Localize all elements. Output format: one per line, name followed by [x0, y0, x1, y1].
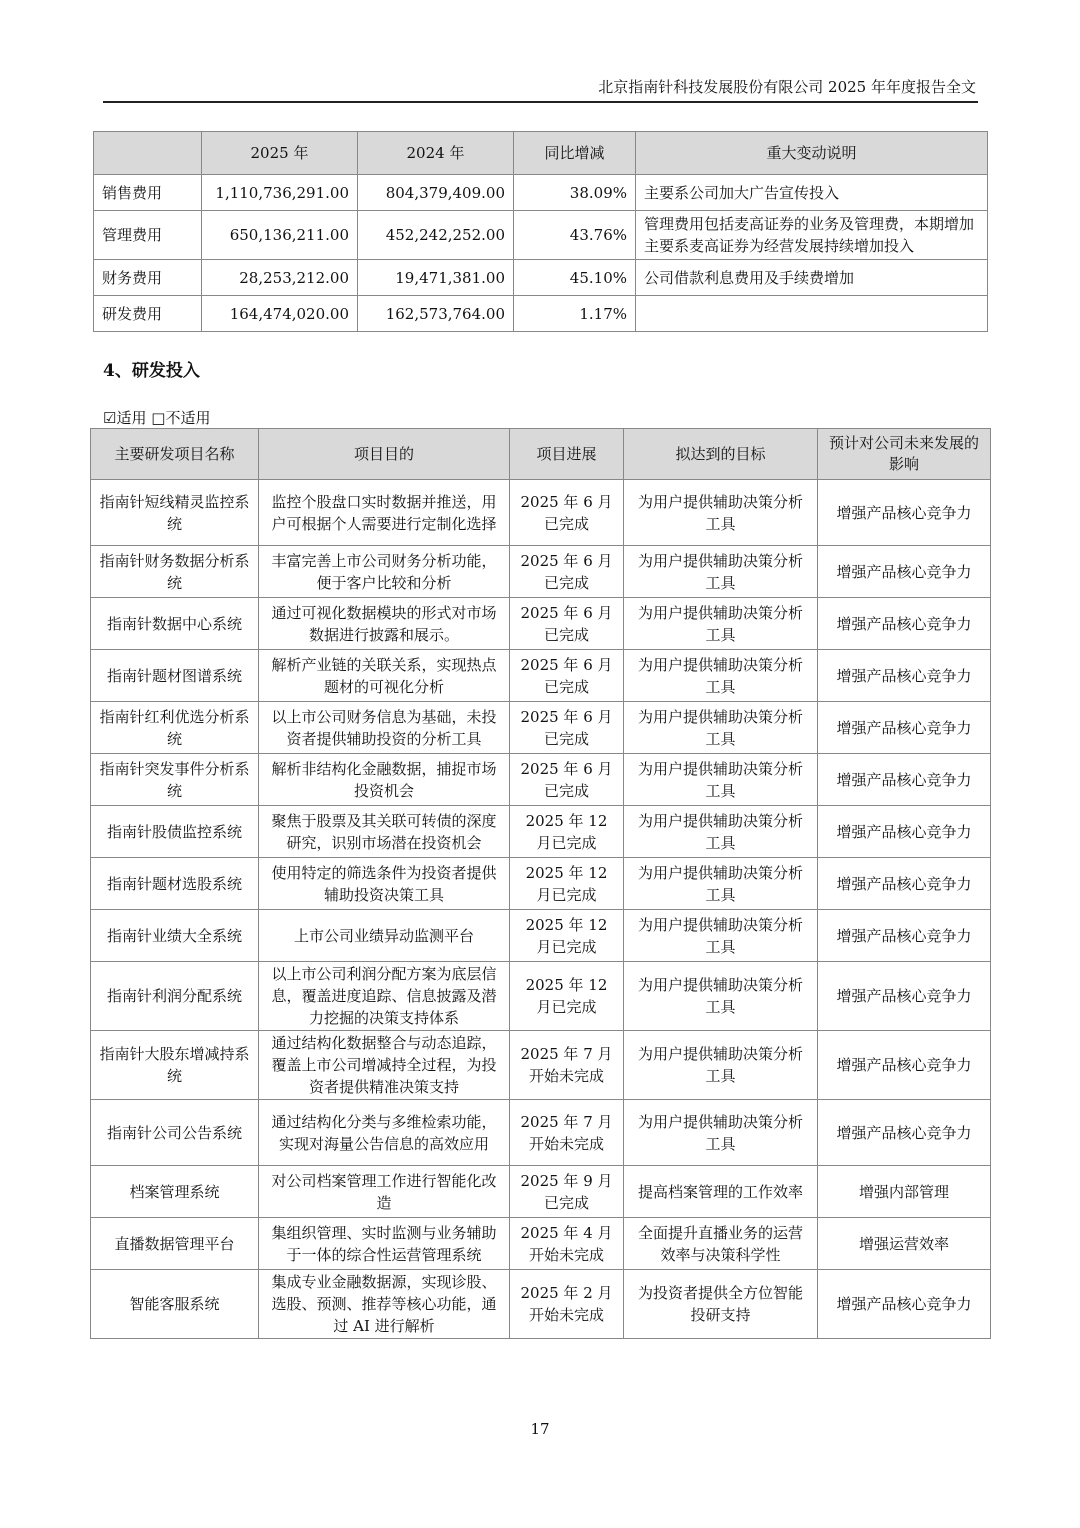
rd-header-cell: 项目进展 [510, 429, 624, 480]
rd-project-progress: 2025 年 12 月已完成 [510, 806, 624, 858]
table-row [91, 1100, 991, 1166]
expense-header-cell [94, 132, 202, 175]
rd-project-purpose: 丰富完善上市公司财务分析功能，便于客户比较和分析 [259, 546, 510, 598]
rd-project-progress: 2025 年 2 月开始未完成 [510, 1270, 624, 1339]
rd-project-name: 指南针题材选股系统 [91, 858, 259, 910]
rd-project-purpose: 使用特定的筛选条件为投资者提供辅助投资决策工具 [259, 858, 510, 910]
expense-change: 45.10% [514, 260, 636, 296]
rd-project-purpose: 对公司档案管理工作进行智能化改造 [259, 1166, 510, 1218]
table-row [91, 962, 991, 1031]
expense-header-cell: 2025 年 [202, 132, 358, 175]
table-row [94, 211, 988, 260]
rd-project-name: 指南针公司公告系统 [91, 1100, 259, 1166]
rd-project-goal: 为用户提供辅助决策分析工具 [624, 910, 818, 962]
expense-2025: 1,110,736,291.00 [202, 175, 358, 211]
expense-2024: 162,573,764.00 [358, 296, 514, 332]
expense-change: 38.09% [514, 175, 636, 211]
rd-project-purpose: 通过可视化数据模块的形式对市场数据进行披露和展示。 [259, 598, 510, 650]
rd-project-goal: 为用户提供辅助决策分析工具 [624, 1031, 818, 1100]
rd-header-cell: 主要研发项目名称 [91, 429, 259, 480]
applicable-checkbox[interactable]: ☑ [103, 409, 117, 427]
rd-project-impact: 增强产品核心竞争力 [818, 480, 991, 546]
rd-header-row [91, 429, 991, 480]
rd-project-impact: 增强产品核心竞争力 [818, 1031, 991, 1100]
table-row [94, 175, 988, 211]
rd-project-name: 指南针利润分配系统 [91, 962, 259, 1031]
rd-header-cell: 预计对公司未来发展的影响 [818, 429, 991, 480]
expense-note: 公司借款利息费用及手续费增加 [636, 260, 988, 296]
rd-project-progress: 2025 年 12 月已完成 [510, 858, 624, 910]
rd-project-name: 指南针大股东增减持系统 [91, 1031, 259, 1100]
table-row [91, 1031, 991, 1100]
rd-project-name: 指南针业绩大全系统 [91, 910, 259, 962]
table-row [91, 598, 991, 650]
expense-2025: 28,253,212.00 [202, 260, 358, 296]
table-row [91, 806, 991, 858]
expense-2024: 452,242,252.00 [358, 211, 514, 260]
rd-project-impact: 增强产品核心竞争力 [818, 910, 991, 962]
table-row [91, 1166, 991, 1218]
page-number: 17 [530, 1420, 550, 1438]
rd-project-goal: 为用户提供辅助决策分析工具 [624, 598, 818, 650]
table-row [94, 296, 988, 332]
rd-project-progress: 2025 年 4 月开始未完成 [510, 1218, 624, 1270]
rd-project-name: 指南针数据中心系统 [91, 598, 259, 650]
rd-project-goal: 为用户提供辅助决策分析工具 [624, 962, 818, 1031]
rd-project-purpose: 集组织管理、实时监测与业务辅助于一体的综合性运营管理系统 [259, 1218, 510, 1270]
expense-header-cell: 重大变动说明 [636, 132, 988, 175]
rd-project-purpose: 上市公司业绩异动监测平台 [259, 910, 510, 962]
rd-project-impact: 增强运营效率 [818, 1218, 991, 1270]
expense-change: 1.17% [514, 296, 636, 332]
rd-project-impact: 增强产品核心竞争力 [818, 754, 991, 806]
rd-project-name: 指南针题材图谱系统 [91, 650, 259, 702]
rd-project-name: 智能客服系统 [91, 1270, 259, 1339]
table-row [94, 260, 988, 296]
expense-2024: 19,471,381.00 [358, 260, 514, 296]
rd-project-purpose: 监控个股盘口实时数据并推送，用户可根据个人需要进行定制化选择 [259, 480, 510, 546]
rd-project-goal: 提高档案管理的工作效率 [624, 1166, 818, 1218]
expense-2024: 804,379,409.00 [358, 175, 514, 211]
expense-header-cell: 同比增减 [514, 132, 636, 175]
applicable-selector [103, 407, 210, 428]
rd-project-purpose: 解析非结构化金融数据，捕捉市场投资机会 [259, 754, 510, 806]
rd-project-goal: 全面提升直播业务的运营效率与决策科学性 [624, 1218, 818, 1270]
expense-item: 管理费用 [94, 211, 202, 260]
rd-header-cell: 拟达到的目标 [624, 429, 818, 480]
rd-project-purpose: 以上市公司财务信息为基础，未投资者提供辅助投资的分析工具 [259, 702, 510, 754]
rd-project-name: 指南针股债监控系统 [91, 806, 259, 858]
table-row [91, 480, 991, 546]
header-rule [103, 101, 978, 103]
report-header: 北京指南针科技发展股份有限公司 2025 年年度报告全文 [598, 78, 976, 96]
table-row [91, 1270, 991, 1339]
rd-project-name: 指南针突发事件分析系统 [91, 754, 259, 806]
section-title: 4、研发投入 [103, 361, 200, 381]
expense-item: 销售费用 [94, 175, 202, 211]
rd-project-impact: 增强产品核心竞争力 [818, 962, 991, 1031]
rd-project-impact: 增强产品核心竞争力 [818, 1100, 991, 1166]
expense-change: 43.76% [514, 211, 636, 260]
rd-project-goal: 为用户提供辅助决策分析工具 [624, 480, 818, 546]
rd-project-progress: 2025 年 6 月已完成 [510, 754, 624, 806]
rd-header-cell: 项目目的 [259, 429, 510, 480]
rd-project-name: 指南针短线精灵监控系统 [91, 480, 259, 546]
expense-item: 研发费用 [94, 296, 202, 332]
expense-note [636, 296, 988, 332]
rd-project-purpose: 以上市公司利润分配方案为底层信息，覆盖进度追踪、信息披露及潜力挖掘的决策支持体系 [259, 962, 510, 1031]
rd-project-goal: 为用户提供辅助决策分析工具 [624, 754, 818, 806]
expense-2025: 650,136,211.00 [202, 211, 358, 260]
rd-project-progress: 2025 年 6 月已完成 [510, 702, 624, 754]
rd-project-progress: 2025 年 12 月已完成 [510, 962, 624, 1031]
table-row [91, 546, 991, 598]
rd-project-impact: 增强产品核心竞争力 [818, 598, 991, 650]
rd-project-name: 直播数据管理平台 [91, 1218, 259, 1270]
not-applicable-label: 不适用 [165, 409, 211, 427]
expense-header-cell: 2024 年 [358, 132, 514, 175]
rd-project-progress: 2025 年 9 月已完成 [510, 1166, 624, 1218]
expense-note: 主要系公司加大广告宣传投入 [636, 175, 988, 211]
rd-table [90, 428, 991, 1339]
expense-header-row [94, 132, 988, 175]
expense-note: 管理费用包括麦高证券的业务及管理费，本期增加主要系麦高证券为经营发展持续增加投入 [636, 211, 988, 260]
rd-project-goal: 为用户提供辅助决策分析工具 [624, 858, 818, 910]
rd-project-purpose: 聚焦于股票及其关联可转债的深度研究，识别市场潜在投资机会 [259, 806, 510, 858]
rd-project-progress: 2025 年 6 月已完成 [510, 480, 624, 546]
table-row [91, 650, 991, 702]
rd-project-progress: 2025 年 7 月开始未完成 [510, 1031, 624, 1100]
table-row [91, 754, 991, 806]
rd-project-impact: 增强产品核心竞争力 [818, 858, 991, 910]
expense-2025: 164,474,020.00 [202, 296, 358, 332]
rd-project-impact: 增强产品核心竞争力 [818, 546, 991, 598]
rd-project-goal: 为用户提供辅助决策分析工具 [624, 806, 818, 858]
rd-project-purpose: 通过结构化分类与多维检索功能，实现对海量公告信息的高效应用 [259, 1100, 510, 1166]
table-row [91, 910, 991, 962]
rd-project-impact: 增强内部管理 [818, 1166, 991, 1218]
rd-project-progress: 2025 年 7 月开始未完成 [510, 1100, 624, 1166]
table-row [91, 858, 991, 910]
rd-project-goal: 为投资者提供全方位智能投研支持 [624, 1270, 818, 1339]
rd-project-impact: 增强产品核心竞争力 [818, 650, 991, 702]
rd-project-name: 档案管理系统 [91, 1166, 259, 1218]
rd-project-goal: 为用户提供辅助决策分析工具 [624, 650, 818, 702]
rd-project-progress: 2025 年 6 月已完成 [510, 598, 624, 650]
rd-project-progress: 2025 年 6 月已完成 [510, 546, 624, 598]
rd-project-name: 指南针红利优选分析系统 [91, 702, 259, 754]
not-applicable-checkbox[interactable]: □ [151, 409, 166, 427]
rd-project-progress: 2025 年 12 月已完成 [510, 910, 624, 962]
rd-project-impact: 增强产品核心竞争力 [818, 702, 991, 754]
expense-item: 财务费用 [94, 260, 202, 296]
rd-project-goal: 为用户提供辅助决策分析工具 [624, 546, 818, 598]
expense-table [93, 131, 988, 332]
rd-project-goal: 为用户提供辅助决策分析工具 [624, 1100, 818, 1166]
rd-project-name: 指南针财务数据分析系统 [91, 546, 259, 598]
rd-project-goal: 为用户提供辅助决策分析工具 [624, 702, 818, 754]
applicable-label: 适用 [116, 409, 147, 427]
rd-project-purpose: 解析产业链的关联关系，实现热点题材的可视化分析 [259, 650, 510, 702]
rd-project-purpose: 集成专业金融数据源，实现诊股、选股、预测、推荐等核心功能，通过 AI 进行解析 [259, 1270, 510, 1339]
rd-project-purpose: 通过结构化数据整合与动态追踪，覆盖上市公司增减持全过程，为投资者提供精准决策支持 [259, 1031, 510, 1100]
rd-project-progress: 2025 年 6 月已完成 [510, 650, 624, 702]
table-row [91, 1218, 991, 1270]
rd-project-impact: 增强产品核心竞争力 [818, 1270, 991, 1339]
rd-project-impact: 增强产品核心竞争力 [818, 806, 991, 858]
table-row [91, 702, 991, 754]
